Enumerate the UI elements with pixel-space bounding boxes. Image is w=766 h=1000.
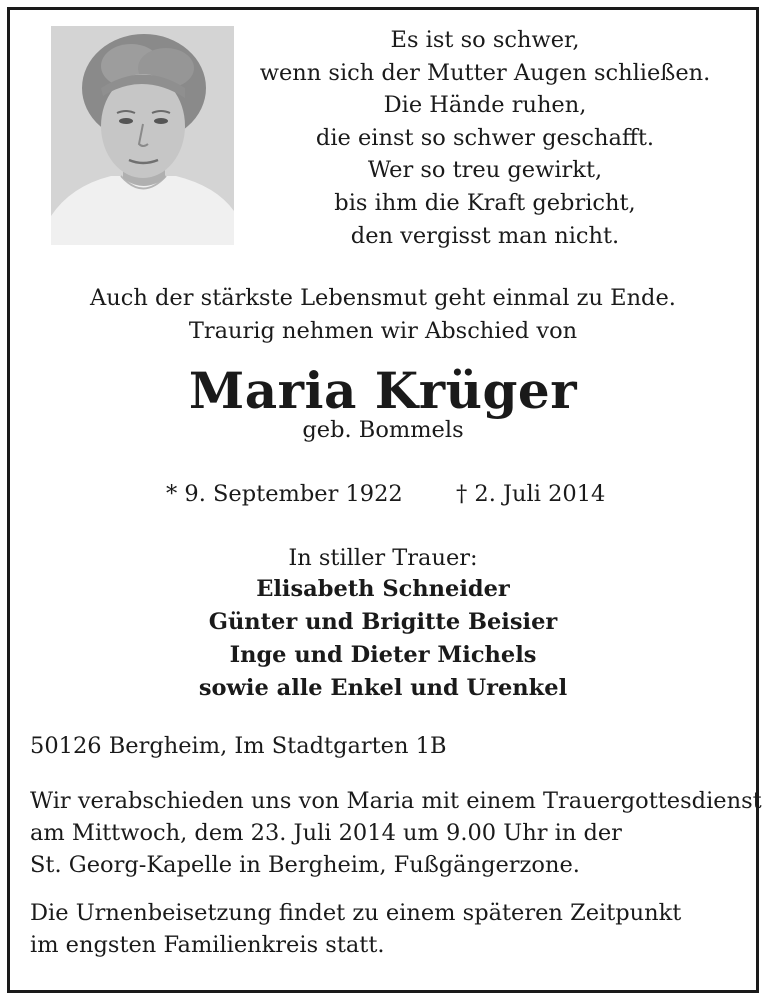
urn-line: Die Urnenbeisetzung findet zu einem späteren Zeitpunkt — [30, 900, 682, 926]
urn-line: im engsten Familienkreis statt. — [30, 932, 385, 958]
poem-line: Es ist so schwer, — [390, 27, 580, 53]
intro-line: Auch der stärkste Lebensmut geht einmal zu Ende. — [90, 285, 676, 311]
service-info — [30, 785, 762, 881]
poem-line: Wer so treu gewirkt, — [367, 157, 603, 184]
mourner-name: Elisabeth Schneider — [256, 576, 510, 602]
mourner-name: Inge und Dieter Michels — [229, 642, 537, 668]
mourning-heading: In stiller Trauer: — [288, 545, 478, 571]
portrait-image — [51, 26, 234, 245]
poem-line: wenn sich der Mutter Augen schließen. — [259, 59, 711, 86]
service-line: am Mittwoch, dem 23. Juli 2014 um 9.00 Uhr in der — [30, 820, 622, 846]
poem — [250, 24, 720, 252]
intro-text — [0, 282, 766, 347]
mourner-name: Günter und Brigitte Beisier — [208, 609, 558, 635]
address: 50126 Bergheim, Im Stadtgarten 1B — [30, 733, 447, 759]
service-line: St. Georg-Kapelle in Bergheim, Fußgängerzone. — [30, 852, 580, 878]
portrait-photo — [51, 26, 234, 245]
urn-info — [30, 897, 681, 961]
poem-line: bis ihm die Kraft gebricht, — [334, 189, 636, 216]
death-date: † 2. Juli 2014 — [456, 481, 606, 507]
birth-date: * 9. September 1922 — [166, 481, 403, 507]
maiden-name: geb. Bommels — [302, 417, 464, 443]
mourners-list — [0, 573, 766, 705]
poem-line: den vergisst man nicht. — [350, 222, 620, 249]
mourner-name: sowie alle Enkel und Urenkel — [198, 675, 568, 701]
deceased-name: Maria Krüger — [188, 361, 578, 420]
service-line: Wir verabschieden uns von Maria mit einem Trauergottesdienst — [30, 788, 762, 814]
poem-line: Die Hände ruhen, — [383, 92, 587, 119]
intro-line: Traurig nehmen wir Abschied von — [188, 317, 578, 344]
poem-line: die einst so schwer geschafft. — [315, 124, 655, 151]
